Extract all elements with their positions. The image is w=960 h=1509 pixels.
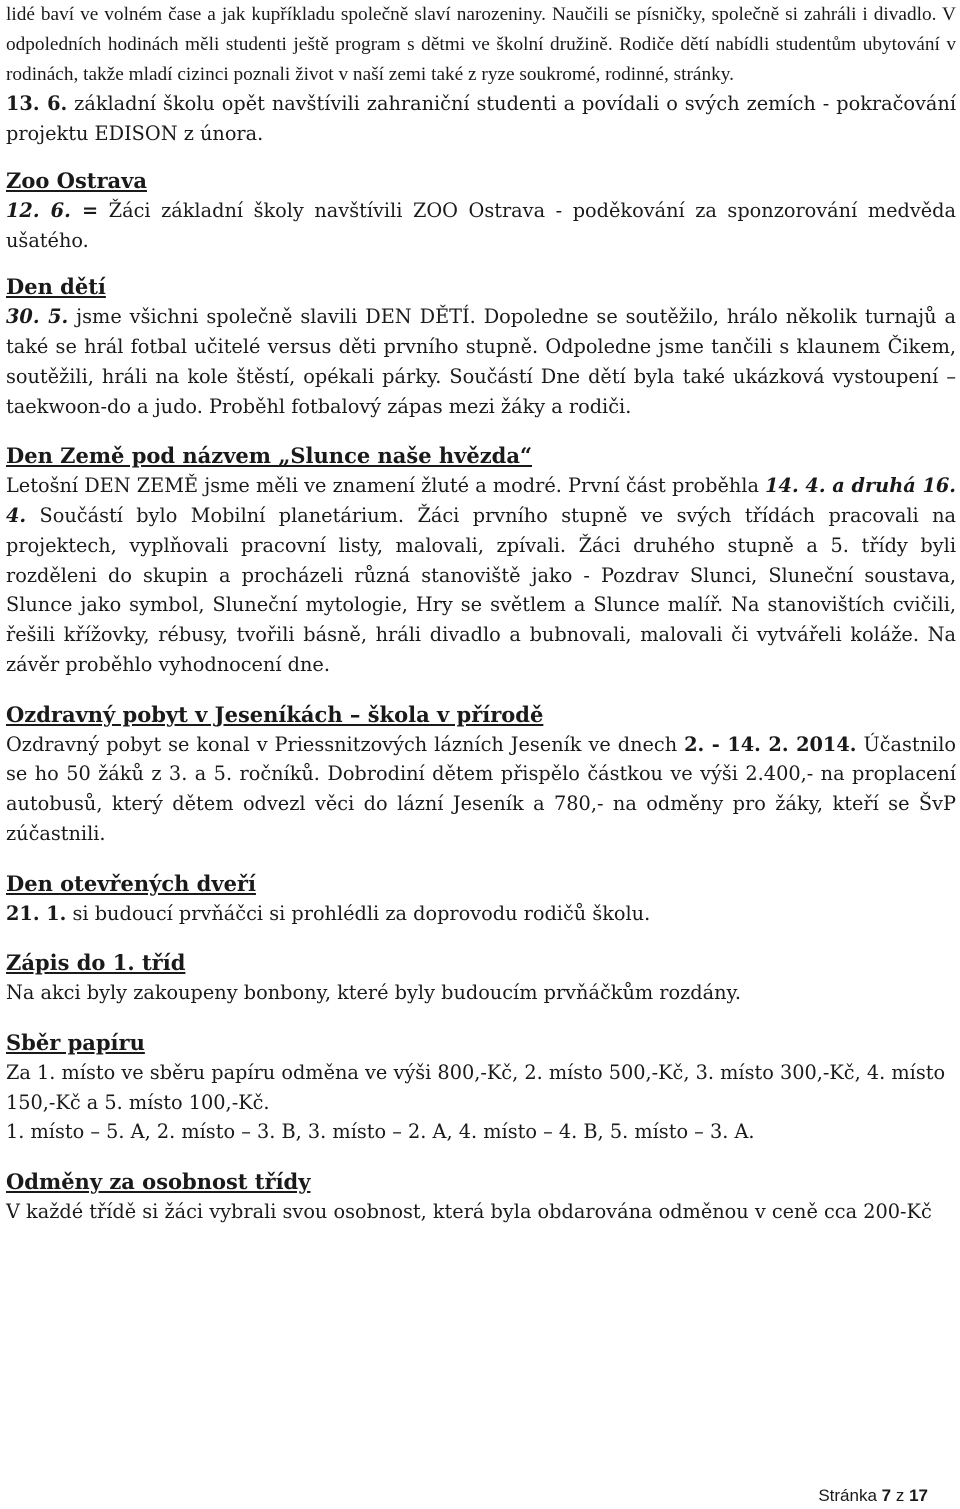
den-zeme-text-a: Letošní DEN ZEMĚ jsme měli ve znamení žluté a modré. První část proběhla [6, 474, 766, 498]
footer-page-number: 7 [881, 1486, 892, 1505]
edison-date: 13. 6. [6, 92, 68, 116]
page-footer [818, 1486, 928, 1506]
document-page [6, 0, 956, 1227]
odmeny-paragraph: V každé třídě si žáci vybrali svou osobnost, která byla obdarována odměnou v ceně cca 200-Kč [6, 1199, 932, 1223]
sber-paragraph-1: Za 1. místo ve sběru papíru odměna ve výši 800,-Kč, 2. místo 500,-Kč, 3. místo 300,-Kč, 4. místo 150,-Kč a 5. místo 100,-Kč. [6, 1060, 946, 1114]
den-deti-text: jsme všichni společně slavili DEN DĚTÍ. Dopoledne se soutěžilo, hrálo několik turnajů a také se hrál fotbal učitelé versus děti prvního stupně. Odpoledne jsme tančili s klaunem Čikem, soutěžili, hráli na kole štěstí, opékali párky. Součástí Dne dětí byla také ukázková vystoupení – taekwoon-do a judo. Proběhl fotbalový zápas mezi žáky a rodiči. [6, 305, 957, 418]
zoo-heading: Zoo Ostrava [6, 167, 147, 193]
ozdravny-heading: Ozdravný pobyt v Jeseníkách – škola v přírodě [6, 701, 544, 727]
ozdravny-date: 2. - 14. 2. 2014. [684, 732, 857, 756]
ozdravny-text-b: Účastnilo se ho 50 žáků z 3. a 5. ročníků. Dobrodiní dětem přispělo částkou ve výši 2.400,- na proplacení autobusů, který dětem odvezl věci do lázní Jeseník a 780,- na odměny pro žáky, kteří se ŠvP zúčastnili. [6, 732, 956, 845]
den-deti-heading: Den dětí [6, 274, 106, 300]
den-otevrenych-paragraph [6, 899, 956, 929]
edison-text: základní školu opět navštívili zahraniční studenti a povídali o svých zemích - pokračování projektu EDISON z února. [6, 92, 956, 146]
ozdravny-text-a: Ozdravný pobyt se konal v Priessnitzových lázních Jeseník ve dnech [6, 732, 685, 756]
edison-paragraph [6, 89, 956, 149]
footer-separator: z [895, 1486, 905, 1505]
den-zeme-paragraph [6, 471, 956, 680]
sber-paragraph-2: 1. místo – 5. A, 2. místo – 3. B, 3. místo – 2. A, 4. místo – 4. B, 5. místo – 3. A. [6, 1120, 755, 1144]
zapis-heading: Zápis do 1. tříd [6, 950, 186, 976]
den-zeme-dates: 14. 4. a druhá 16. 4. [6, 474, 956, 527]
den-otevrenych-date: 21. 1. [6, 901, 67, 925]
intro-text: lidé baví ve volném čase a jak kupříkladu společně slaví narozeniny. Naučili se písničky, společně si zahráli i divadlo. V odpoledních hodinách měli studenti ještě program s dětmi ve školní družině. Rodiče dětí nabídli studentům ubytování v rodinách, takže mladí cizinci poznali život v naší zemi také z ryze soukromé, rodinné, stránky. [6, 4, 956, 85]
den-zeme-heading: Den Země pod názvem „Slunce naše hvězda“ [6, 443, 533, 469]
odmeny-heading: Odměny za osobnost třídy [6, 1169, 311, 1195]
den-zeme-text-b: Součástí bylo Mobilní planetárium. Žáci prvního stupně ve svých třídách pracovali na projektech, vyplňovali pracovní listy, malovali, zpívali. Žáci druhého stupně a 5. třídy byli rozděleni do skupin a procházeli různá stanoviště jako - Pozdrav Slunci, Sluneční soustava, Slunce jako symbol, Sluneční mytologie, Hry se světlem a Slunce malíř. Na stanovištích cvičili, řešili křížovky, rébusy, tvořili básně, hráli divadlo a bubnovali, malovali či vytvářeli koláže. Na závěr proběhlo vyhodnocení dne. [6, 503, 956, 676]
ozdravny-paragraph [6, 730, 956, 849]
intro-paragraph [6, 0, 956, 89]
zoo-paragraph [6, 196, 956, 256]
den-otevrenych-text: si budoucí prvňáčci si prohlédli za doprovodu rodičů školu. [66, 901, 651, 925]
den-deti-paragraph [6, 302, 956, 421]
sber-heading: Sběr papíru [6, 1029, 145, 1055]
footer-label: Stránka [818, 1486, 877, 1505]
den-deti-date: 30. 5. [6, 305, 69, 329]
zoo-text: Žáci základní školy navštívili ZOO Ostrava - poděkování za sponzorování medvěda ušatého. [6, 198, 956, 252]
footer-total-pages: 17 [909, 1486, 928, 1505]
den-otevrenych-heading: Den otevřených dveří [6, 870, 256, 896]
zapis-paragraph: Na akci byly zakoupeny bonbony, které byly budoucím prvňáčkům rozdány. [6, 981, 741, 1005]
zoo-date: 12. 6. = [6, 198, 99, 222]
